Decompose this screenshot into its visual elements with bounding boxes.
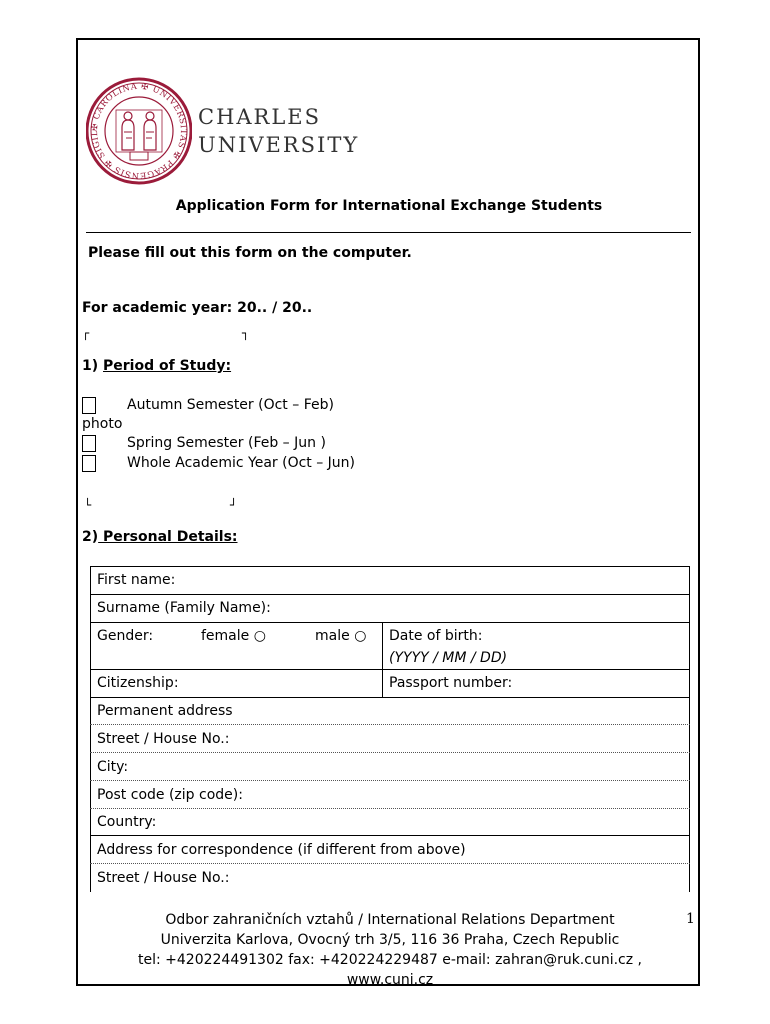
title-divider bbox=[86, 232, 691, 233]
citizenship-field[interactable]: Citizenship: bbox=[97, 675, 179, 691]
footer-address: Univerzita Karlova, Ovocný trh 3/5, 116 36 Praha, Czech Republic bbox=[160, 932, 620, 948]
surname-field[interactable]: Surname (Family Name): bbox=[97, 600, 271, 616]
form-title: Application Form for International Exchange Students bbox=[175, 198, 603, 214]
photo-label: photo bbox=[82, 416, 123, 432]
street-field[interactable]: Street / House No.: bbox=[97, 731, 230, 747]
section-1-heading: Period of Study: bbox=[103, 358, 232, 374]
photo-corner-top-left: ┌ bbox=[82, 326, 90, 340]
table-row-divider bbox=[90, 669, 690, 670]
table-column-divider bbox=[382, 622, 383, 697]
section-personal-details bbox=[82, 529, 238, 545]
male-radio-icon[interactable]: ○ bbox=[354, 628, 367, 644]
city-field[interactable]: City: bbox=[97, 759, 129, 775]
footer-website: www.cuni.cz bbox=[346, 972, 434, 988]
table-row-divider-dotted bbox=[90, 863, 690, 864]
female-label: female bbox=[201, 628, 250, 644]
passport-number-field[interactable]: Passport number: bbox=[389, 675, 513, 691]
spring-semester-label: Spring Semester (Feb – Jun ) bbox=[127, 435, 326, 451]
photo-corner-bottom-right: ┘ bbox=[230, 498, 238, 512]
autumn-semester-label: Autumn Semester (Oct – Feb) bbox=[127, 397, 334, 413]
footer-department: Odbor zahraničních vztahů / International Relations Department bbox=[165, 912, 615, 928]
gender-male-option[interactable] bbox=[315, 628, 366, 644]
table-row-divider bbox=[90, 594, 690, 595]
page-footer bbox=[120, 910, 660, 990]
date-of-birth-format: (YYYY / MM / DD) bbox=[389, 650, 508, 666]
fill-instruction: Please fill out this form on the computer. bbox=[88, 245, 412, 261]
wordmark-line-1: CHARLES bbox=[198, 105, 322, 129]
table-row-divider-dotted bbox=[90, 752, 690, 753]
permanent-address-heading: Permanent address bbox=[97, 703, 233, 719]
male-label: male bbox=[315, 628, 350, 644]
page-number: 1 bbox=[686, 911, 695, 927]
table-top-border bbox=[90, 566, 690, 567]
section-2-number: 2) bbox=[82, 529, 99, 545]
table-row-divider bbox=[90, 697, 690, 698]
first-name-field[interactable]: First name: bbox=[97, 572, 176, 588]
autumn-semester-checkbox[interactable] bbox=[82, 397, 96, 414]
date-of-birth-field[interactable]: Date of birth: bbox=[389, 628, 483, 644]
section-period-of-study bbox=[82, 358, 231, 374]
table-row-divider-dotted bbox=[90, 780, 690, 781]
country-field[interactable]: Country: bbox=[97, 814, 157, 830]
correspondence-street-field[interactable]: Street / House No.: bbox=[97, 870, 230, 886]
gender-label: Gender: bbox=[97, 628, 154, 644]
female-radio-icon[interactable]: ○ bbox=[253, 628, 266, 644]
university-wordmark bbox=[198, 103, 359, 159]
table-row-divider bbox=[90, 835, 690, 836]
section-2-heading: Personal Details: bbox=[98, 529, 238, 545]
whole-year-checkbox[interactable] bbox=[82, 455, 96, 472]
gender-female-option[interactable] bbox=[201, 628, 266, 644]
wordmark-line-2: UNIVERSITY bbox=[198, 133, 360, 157]
table-row-divider-dotted bbox=[90, 808, 690, 809]
academic-year: For academic year: 20.. / 20.. bbox=[82, 300, 313, 316]
photo-corner-bottom-left: └ bbox=[84, 498, 92, 512]
correspondence-address-heading: Address for correspondence (if different from above) bbox=[97, 842, 466, 858]
whole-year-label: Whole Academic Year (Oct – Jun) bbox=[127, 455, 356, 471]
table-row-divider bbox=[90, 622, 690, 623]
table-row-divider-dotted bbox=[90, 724, 690, 725]
footer-contact: tel: +420224491302 fax: +420224229487 e-mail: zahran@ruk.cuni.cz , bbox=[137, 952, 642, 968]
svg-text:✠ CAROLINA ✠ UNIVERSITAS ✠ PRA: ✠ CAROLINA ✠ UNIVERSITAS ✠ PRAGENSIS ✠ SIGIL bbox=[89, 81, 189, 181]
university-seal-logo bbox=[86, 76, 192, 190]
spring-semester-checkbox[interactable] bbox=[82, 435, 96, 452]
postcode-field[interactable]: Post code (zip code): bbox=[97, 787, 243, 803]
section-1-number: 1) bbox=[82, 358, 104, 374]
photo-corner-top-right: ┐ bbox=[242, 326, 250, 340]
